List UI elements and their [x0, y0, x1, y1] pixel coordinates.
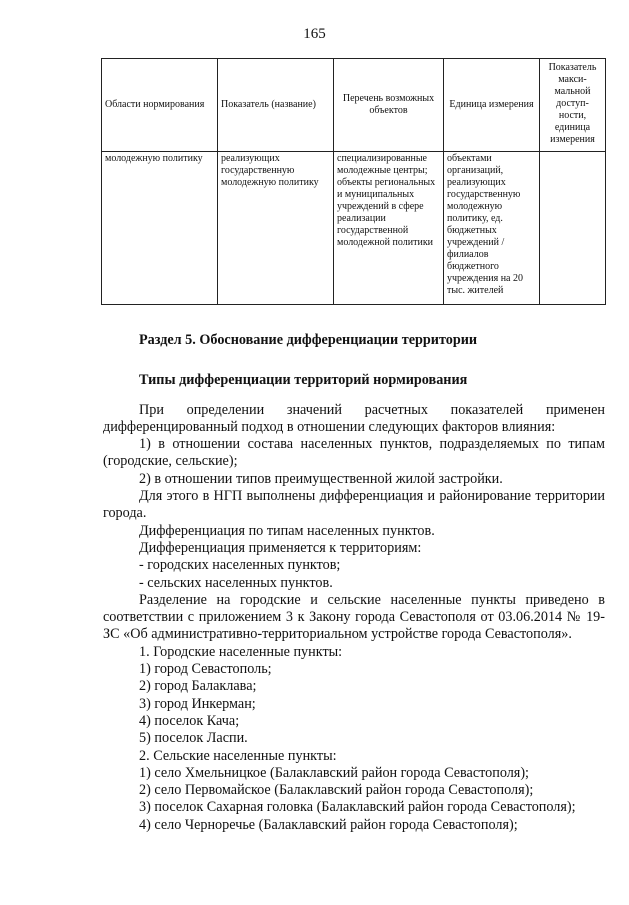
paragraph: При определении значений расчетных показателей применен дифференцированный подход в отношении следующих факторов влияния:: [103, 401, 605, 435]
header-area: Области нормирования: [102, 59, 218, 152]
list-item: 1) город Севастополь;: [139, 661, 272, 678]
paragraph: 1) в отношении состава населенных пунктов, подразделяемых по типам (городские, сельские);: [103, 436, 605, 470]
list-item: 2) город Балаклава;: [139, 678, 257, 695]
paragraph: Разделение на городские и сельские населенные пункты приведено в соответствии с приложением 3 к Закону города Севастополя от 03.06.2014 № 19-ЗС «Об административно-территориальном устройстве города Севастополя».: [103, 591, 605, 643]
header-objects-list: Перечень возможных объектов: [334, 59, 444, 152]
table-row: [102, 152, 606, 305]
urban-list-title: 1. Городские населенные пункты:: [139, 643, 343, 660]
norm-table: [101, 58, 606, 305]
subsection-title: Типы дифференциации территорий нормирования: [139, 372, 468, 389]
section-title: Раздел 5. Обоснование дифференциации территории: [139, 332, 478, 348]
rural-list-title: 2. Сельские населенные пункты:: [139, 747, 337, 764]
list-item: 5) поселок Ласпи.: [139, 730, 248, 747]
list-item: 3) поселок Сахарная головка (Балаклавский район города Севастополя);: [139, 799, 576, 816]
header-indicator-name: Показатель (название): [218, 59, 334, 152]
table-header-row: [102, 59, 606, 152]
cell-indicator-name: реализующих государственную молодежную политику: [218, 152, 334, 305]
paragraph: 2) в отношении типов преимущественной жилой застройки.: [139, 470, 503, 487]
document-body: [103, 332, 605, 834]
cell-area: молодежную политику: [102, 152, 218, 305]
header-unit: Единица измерения: [444, 59, 540, 152]
paragraph: Для этого в НГП выполнены дифференциация и районирование территории города.: [103, 488, 605, 522]
list-item: 3) город Инкерман;: [139, 695, 256, 712]
list-item: - сельских населенных пунктов.: [139, 574, 333, 591]
list-item: 1) село Хмельницкое (Балаклавский район города Севастополя);: [139, 764, 529, 781]
cell-objects-list: специализированные молодежные центры; объекты региональных и муниципальных учреждений в сфере реализации государственной молодежной политики: [334, 152, 444, 305]
paragraph: Дифференциация применяется к территориям:: [139, 539, 422, 556]
header-max-accessibility: Показатель макси-мальной доступ-ности, единица измерения: [540, 59, 606, 152]
cell-max-accessibility: [540, 152, 606, 305]
cell-unit: объектами организаций, реализующих государственную молодежную политику, ед. бюджетных учреждений / филиалов бюджетного учреждения на 20 тыс. жителей: [444, 152, 540, 305]
list-item: 4) поселок Кача;: [139, 712, 240, 729]
list-item: 4) село Черноречье (Балаклавский район города Севастополя);: [139, 816, 518, 833]
list-item: 2) село Первомайское (Балаклавский район города Севастополя);: [139, 782, 534, 799]
paragraph: Дифференциация по типам населенных пунктов.: [139, 522, 435, 539]
page-number: 165: [303, 26, 326, 42]
list-item: - городских населенных пунктов;: [139, 557, 341, 574]
